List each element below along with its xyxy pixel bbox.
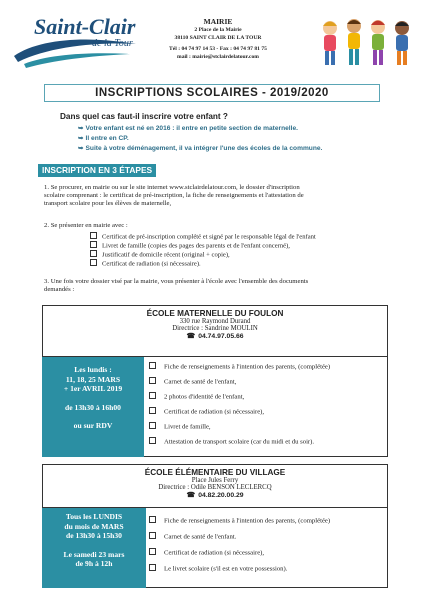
arrow-icon: ➥ <box>78 135 84 142</box>
school-maternelle-schedule: Les lundis : 11, 18, 25 MARS + 1er AVRIL 2019 de 13h30 à 16h00 ou sur RDV <box>42 357 144 457</box>
step-3: 3. Une fois votre dossier visé par la mairie, vous présenter à l'école avec l'ensemble des documents demandés : <box>44 278 309 294</box>
child-2 <box>347 19 361 65</box>
document-item: Fiche de renseignements à l'intention des parents, (complétée) <box>164 517 331 525</box>
school-phone: ☎ 04.74.97.05.66 <box>186 333 244 340</box>
case-item: ➥ Votre enfant est né en 2016 : il entre en petite section de maternelle. <box>78 125 298 132</box>
school-maternelle-header <box>42 305 388 357</box>
document-item: Livret de famille, <box>164 423 211 431</box>
school-address: Place Jules Ferry <box>191 477 239 484</box>
mairie-email: mail : mairie@stclairdelatour.com <box>177 54 259 60</box>
mairie-city: 38110 SAINT CLAIR DE LA TOUR <box>174 35 262 41</box>
page-title: INSCRIPTIONS SCOLAIRES - 2019/2020 <box>95 87 329 99</box>
school-address: 330 rue Raymond Durand <box>179 318 251 325</box>
school-director: Directrice : Sandrine MOULIN <box>172 325 258 332</box>
mairie-phone: Tél : 04 74 97 14 53 - Fax : 04 74 97 81 75 <box>169 46 267 52</box>
logo-subtitle: de la Tour <box>92 38 133 49</box>
mairie-address: 2 Place de la Mairie <box>194 27 242 33</box>
child-1 <box>323 21 337 65</box>
document-item: Carnet de santé de l'enfant, <box>164 378 237 386</box>
document-item: Attestation de transport scolaire (car du midi et du soir). <box>164 438 315 446</box>
checklist-item: Certificat de pré-inscription complété et signé par le responsable légal de l'enfant <box>90 232 316 241</box>
school-name: ÉCOLE MATERNELLE DU FOULON <box>146 309 284 318</box>
case-item: ➥ Il entre en CP. <box>78 135 129 142</box>
logo-text: Saint-Clair <box>34 14 136 39</box>
mairie-title: MAIRIE <box>203 17 233 26</box>
document-item: Carnet de santé de l'enfant. <box>164 533 237 541</box>
case-item: ➥ Suite à votre déménagement, il va intégrer l'une des écoles de la commune. <box>78 145 323 152</box>
document-item: Le livret scolaire (s'il est en votre possession). <box>164 565 288 573</box>
step-2: 2. Se présenter en mairie avec : <box>44 222 128 229</box>
school-elementaire-header <box>42 464 388 508</box>
step-1: 1. Se procurer, en mairie ou sur le site internet www.stclairdelatour.com, le dossier d'inscription scolaire comprenant : le certificat de pré-inscription, la fiche de renseignements et l'attestation de transport scolaire pour les élèves de maternelle, <box>44 184 304 208</box>
school-director: Directrice : Odile BENSON LECLERCQ <box>158 484 272 491</box>
phone-icon: ☎ <box>186 333 196 340</box>
arrow-icon: ➥ <box>78 145 84 152</box>
mairie-contact <box>150 18 286 61</box>
school-phone: ☎ 04.82.20.00.29 <box>186 492 244 499</box>
question-heading: Dans quel cas faut-il inscrire votre enfant ? <box>60 112 228 121</box>
document-item: Certificat de radiation (si nécessaire), <box>164 549 265 557</box>
checklist-item: Certificat de radiation (si nécessaire). <box>90 259 201 268</box>
phone-icon: ☎ <box>186 492 196 499</box>
document-item: 2 photos d'identité de l'enfant, <box>164 393 245 401</box>
document-item: Fiche de renseignements à l'intention des parents, (complétée) <box>164 363 331 371</box>
arrow-icon: ➥ <box>78 125 84 132</box>
school-name: ÉCOLE ÉLÉMENTAIRE DU VILLAGE <box>144 468 286 477</box>
checklist-item: Livret de famille (copies des pages des parents et de l'enfant concerné), <box>90 241 290 250</box>
steps-heading: INSCRIPTION EN 3 ÉTAPES : <box>38 164 156 177</box>
children-illustration <box>318 14 414 72</box>
document-item: Certificat de radiation (si nécessaire), <box>164 408 265 416</box>
child-3 <box>371 20 385 65</box>
child-4 <box>395 21 409 65</box>
school-elementaire-schedule: Tous les LUNDIS du mois de MARS de 13h30 à 15h30 Le samedi 23 mars de 9h à 12h <box>42 508 146 588</box>
checklist-item: Justificatif de domicile récent (original + copie), <box>90 250 230 259</box>
